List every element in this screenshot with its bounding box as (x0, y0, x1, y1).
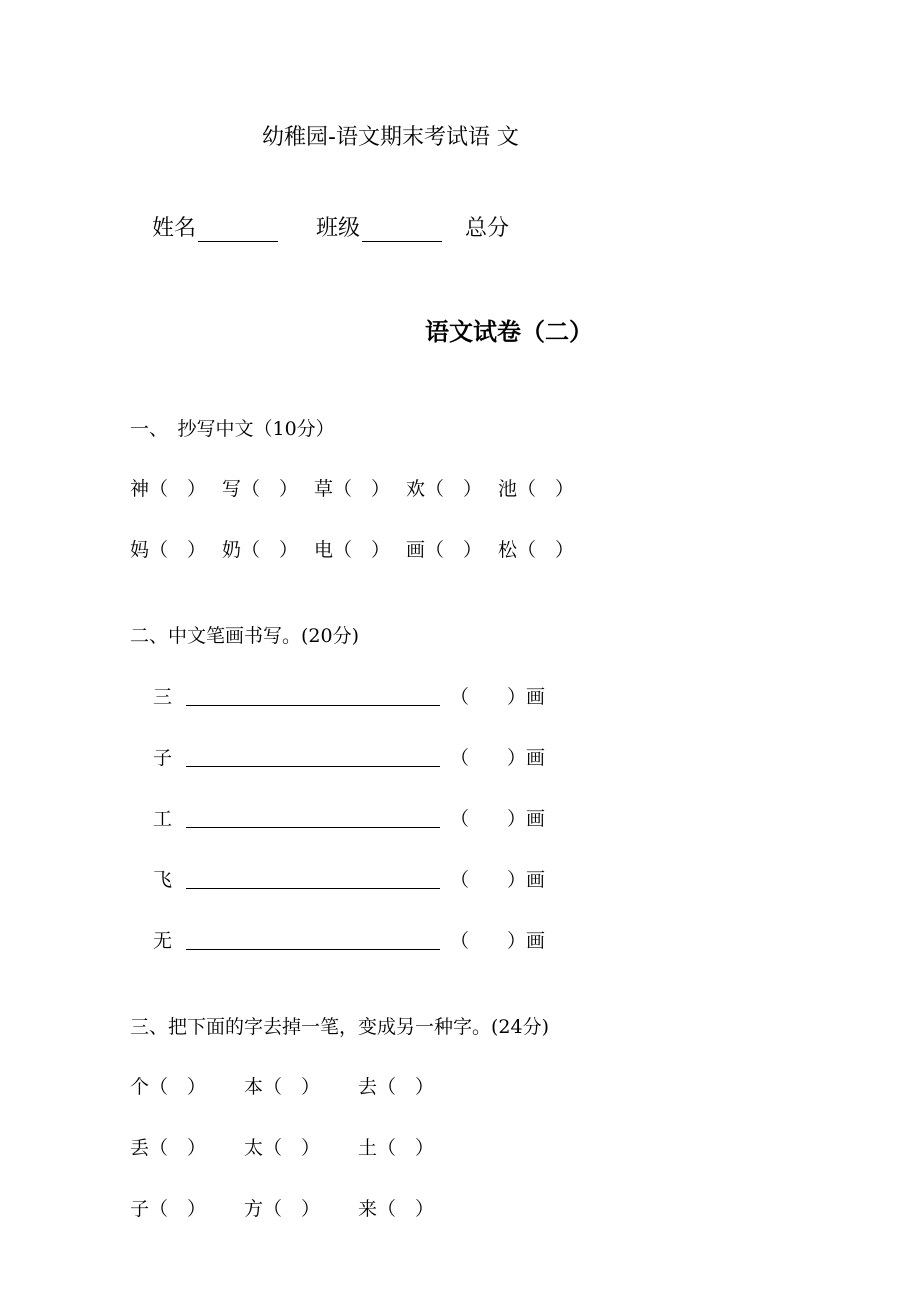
list-item: 本（ ） (244, 1076, 321, 1098)
section3-row2 (130, 1133, 434, 1160)
class-label: 班级 (316, 216, 361, 241)
stroke-item-char: 无 (153, 930, 173, 952)
score-label: 总分 (465, 216, 510, 241)
list-item: 画（ ） (406, 539, 483, 561)
section1-row1 (130, 474, 574, 501)
page-title: 幼稚园-语文期末考试语 文 (262, 125, 519, 150)
section1-row2 (130, 535, 574, 562)
list-item: 松（ ） (498, 539, 575, 561)
list-item: 奶（ ） (222, 539, 299, 561)
list-item: 来（ ） (358, 1198, 435, 1220)
stroke-blank (186, 705, 440, 706)
stroke-item-suffix: （ ）画 (450, 686, 546, 708)
name-blank (198, 219, 278, 242)
class-field (316, 211, 442, 242)
list-item: 草（ ） (314, 478, 391, 500)
list-item: 去（ ） (358, 1076, 435, 1098)
stroke-item-char: 子 (153, 747, 173, 769)
stroke-blank (186, 949, 440, 950)
stroke-blank (186, 888, 440, 889)
list-item: 妈（ ） (130, 539, 207, 561)
stroke-item-suffix: （ ）画 (450, 930, 546, 952)
stroke-blank (186, 827, 440, 828)
name-label: 姓名 (152, 216, 197, 241)
list-item: 写（ ） (222, 478, 299, 500)
section3-row1 (130, 1072, 434, 1099)
list-item: 欢（ ） (406, 478, 483, 500)
list-item: 土（ ） (358, 1137, 435, 1159)
class-blank (362, 219, 442, 242)
stroke-blank (186, 766, 440, 767)
list-item: 个（ ） (130, 1076, 207, 1098)
stroke-item-char: 工 (153, 808, 173, 830)
list-item: 方（ ） (244, 1198, 321, 1220)
stroke-item-suffix: （ ）画 (450, 808, 546, 830)
section3-heading: 三、把下面的字去掉一笔，变成另一种字。(24分) (130, 1016, 550, 1038)
section3-row3 (130, 1194, 434, 1221)
stroke-item-suffix: （ ）画 (450, 747, 546, 769)
list-item: 电（ ） (314, 539, 391, 561)
section1-heading: 一、 抄写中文（10分） (130, 418, 335, 440)
stroke-item-suffix: （ ）画 (450, 869, 546, 891)
stroke-item-char: 飞 (153, 869, 173, 891)
list-item: 太（ ） (244, 1137, 321, 1159)
name-field (152, 211, 278, 242)
list-item: 池（ ） (498, 478, 575, 500)
section2-heading: 二、中文笔画书写。(20分) (130, 625, 360, 647)
exam-subtitle: 语文试卷（二） (425, 317, 593, 346)
list-item: 丢（ ） (130, 1137, 207, 1159)
list-item: 子（ ） (130, 1198, 207, 1220)
stroke-item-char: 三 (153, 686, 173, 708)
list-item: 神（ ） (130, 478, 207, 500)
